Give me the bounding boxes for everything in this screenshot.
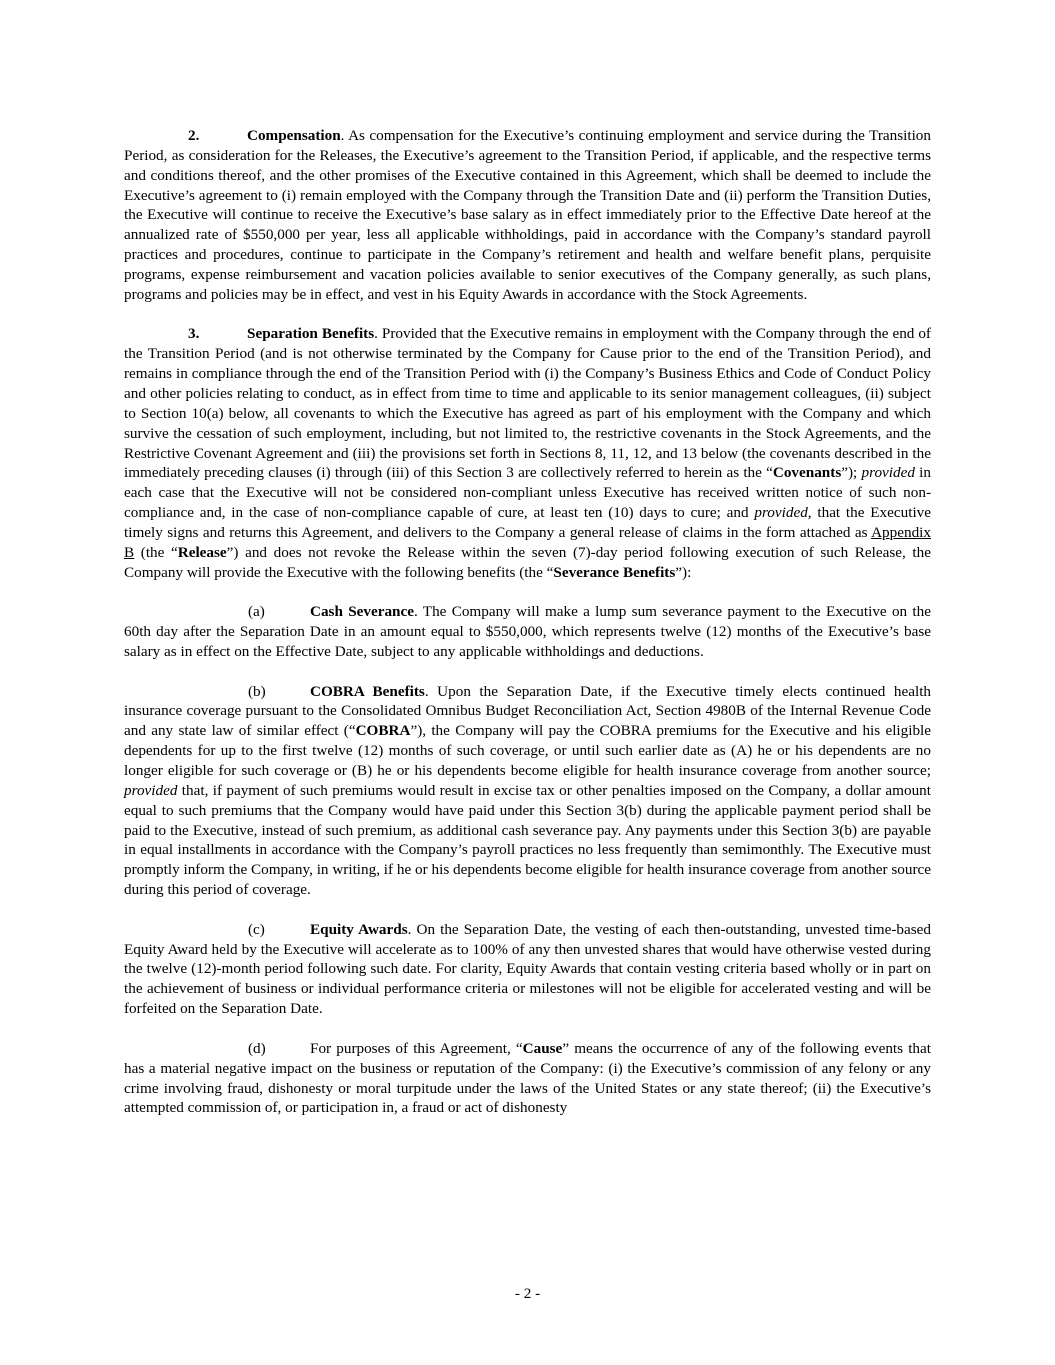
proviso-term: provided	[124, 781, 178, 799]
subsection-label: (c)	[248, 920, 265, 938]
subsection-text: . The Company will make a lump sum severance payment to the Executive on the 60th day after the Separation Date in an amount equal to $550,000, which represents twelve (12) months of the Executive’s base salary as in effect on the Effective Date, subject to any applicable withholdings and deductions.	[124, 603, 931, 660]
proviso-term: provided	[754, 504, 808, 522]
defined-term-release: Release	[177, 543, 227, 561]
section-text: . Provided that the Executive remains in employment with the Company through the end of the Transition Period (and is not otherwise terminated by the Company for Cause prior to the end of the Transition Period), and remains in compliance through the end of the Transition Period with (i) the Company’s Business Ethics and Code of Conduct Policy and other policies relating to conduct, as in effect from time to time and applicable to its senior management colleagues, (ii) subject to Section 10(a) below, all covenants to which the Executive has agreed as part of his employment with the Company and which survive the cessation of such employment, including, but not limited to, the restrictive covenants in the Stock Agreements, and the Restrictive Covenant Agreement and (iii) the provisions set forth in Sections 8, 11, 12, and 13 below (the covenants described in the immediately preceding clauses (i) through (iii) of this Section 3 are collectively referred to herein as the “	[124, 325, 931, 482]
subsection-text: For purposes of this Agreement, “	[310, 1039, 523, 1057]
subsection-3d-cause-definition	[124, 1039, 931, 1118]
section-text: (the “	[134, 543, 178, 561]
subsection-text: ” means the occurrence of any of the following events that has a material negative impact on the business or reputation of the Company: (i) the Executive’s commission of any felony or any crime involving fraud, dishonesty or moral turpitude under the laws of the United States or any state thereof; (ii) the Executive’s attempted commission of, or participation in, a fraud or act of dishonesty	[124, 1039, 931, 1117]
page-number: - 2 -	[514, 1285, 541, 1302]
section-heading: Compensation	[247, 127, 341, 144]
subsection-text: that, if payment of such premiums would result in excise tax or other penalties imposed on the Company, a dollar amount equal to such premiums that the Company would have paid under this Section 3(b) during the applicable payment period shall be paid to the Executive, instead of such premium, as additional cash severance pay. Any payments under this Section 3(b) are payable in equal installments in accordance with the Company’s payroll practices no less frequently than semimonthly. The Executive must promptly inform the Company, in writing, if he or his dependents become eligible for health insurance coverage from another source during this period of coverage.	[124, 781, 931, 899]
proviso-term: provided	[861, 464, 915, 482]
subsection-text: . Upon the Separation Date, if the Executive timely elects continued health insurance coverage pursuant to the Consolidated Omnibus Budget Reconciliation Act, Section 4980B of the Internal Revenue Code and any state law of similar effect (“	[124, 682, 932, 740]
appendix-b-reference: Appendix B	[124, 523, 931, 561]
section-text: ”) and does not revoke the Release within the seven (7)-day period following execution of such Release, the Company will provide the Executive with the following benefits (the “	[124, 543, 931, 581]
defined-term-covenants: Covenants	[772, 464, 842, 482]
subsection-3c-equity-awards	[124, 920, 931, 1019]
section-text: ”);	[841, 464, 862, 482]
subsection-3a-cash-severance	[124, 602, 931, 662]
section-2-compensation	[124, 126, 931, 305]
subsection-text: . On the Separation Date, the vesting of each then-outstanding, unvested time-based Equity Award held by the Executive will accelerate as to 100% of any then unvested shares that would have otherwise vested during the twelve (12)-month period following such date. For clarity, Equity Awards that contain vesting criteria based wholly or in part on the achievement of business or individual performance criteria or milestones will not be eligible for accelerated vesting and will be forfeited on the Separation Date.	[124, 920, 931, 1018]
defined-term-cause: Cause	[522, 1039, 563, 1057]
section-text: . As compensation for the Executive’s continuing employment and service during the Transition Period, as consideration for the Releases, the Executive’s agreement to the Transition Period, if applicable, and the respective terms and conditions thereof, and the other promises of the Executive contained in this Agreement, which shall be deemed to include the Executive’s agreement to (i) remain employed with the Company through the Transition Date and (ii) perform the Transition Duties, the Executive will continue to receive the Executive’s base salary as in effect immediately prior to the Effective Date hereof at the annualized rate of $550,000 per year, less all applicable withholdings, paid in accordance with the Company’s standard payroll practices and procedures, continue to participate in the Company’s retirement and health and welfare benefit plans, perquisite programs, expense reimbursement and vacation policies available to senior executives of the Company generally, as such plans, programs and policies may be in effect, and vest in his Equity Awards in accordance with the Stock Agreements.	[124, 127, 931, 303]
section-heading: Separation Benefits	[247, 325, 375, 343]
subsection-label: (d)	[248, 1039, 266, 1057]
section-number: 2.	[188, 127, 200, 144]
subsection-heading: COBRA Benefits	[310, 682, 425, 700]
defined-term-cobra: COBRA	[355, 722, 411, 740]
subsection-heading: Cash Severance	[310, 603, 414, 621]
subsection-heading: Equity Awards	[310, 920, 408, 938]
defined-term-severance-benefits: Severance Benefits	[553, 563, 676, 581]
section-text: ”):	[675, 563, 692, 581]
subsection-3b-cobra-benefits	[124, 682, 931, 900]
section-text: in each case that the Executive will not be considered non-compliant unless Executive has received written notice of such non-compliance and, in the case of non-compliance capable of cure, at least ten (10) days to cure; and	[124, 464, 931, 522]
document-body	[124, 126, 931, 1118]
subsection-text: ”), the Company will pay the COBRA premiums for the Executive and his eligible dependents for up to the first twelve (12) months of such coverage, or until such earlier date as (A) he or his dependents are no longer eligible for such coverage or (B) he or his dependents become eligible for health insurance coverage from another source;	[124, 722, 932, 779]
section-number: 3.	[188, 325, 200, 343]
subsection-label: (b)	[248, 682, 266, 700]
subsection-label: (a)	[248, 603, 265, 621]
section-text: , that the Executive timely signs and returns this Agreement, and delivers to the Company a general release of claims in the form attached as	[124, 504, 931, 541]
section-3-separation-benefits	[124, 324, 931, 582]
